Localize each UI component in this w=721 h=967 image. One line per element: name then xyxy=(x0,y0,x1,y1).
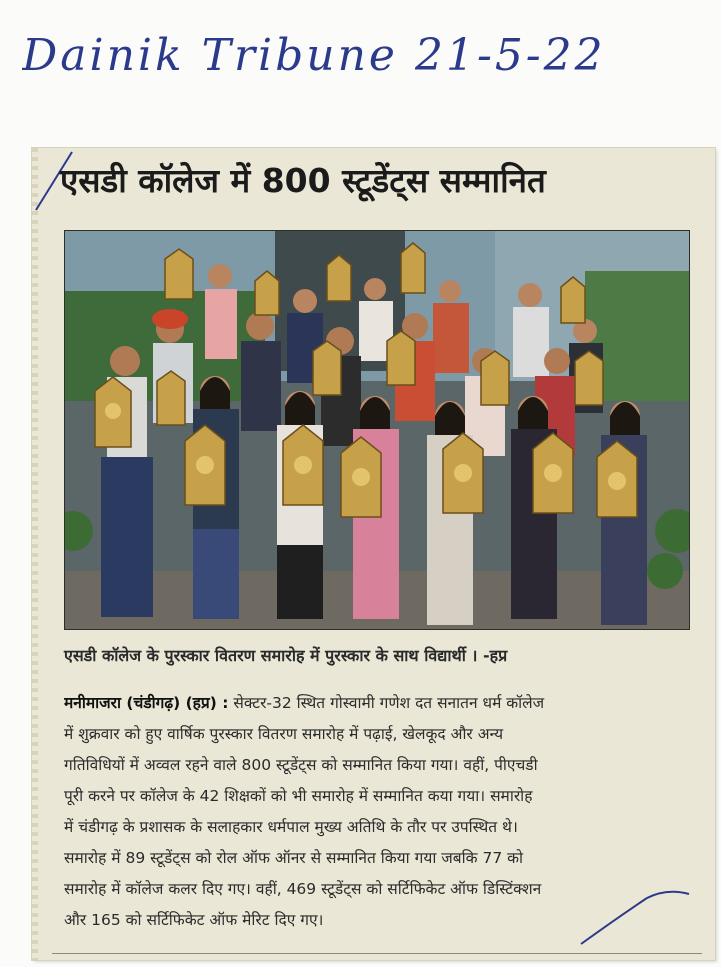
handwritten-note-text: Dainik Tribune 21-5-22 xyxy=(22,30,606,81)
photo-caption: एसडी कॉलेज के पुरस्कार वितरण समारोह में पुरस्कार के साथ विद्यार्थी । -हप्र xyxy=(64,646,508,665)
newspaper-clipping xyxy=(32,148,715,960)
article-line-1 xyxy=(64,688,690,719)
article-line-8: और 165 को सर्टिफिकेट ऑफ मेरिट दिए गए। xyxy=(64,911,324,929)
handwritten-source-note xyxy=(22,18,672,98)
group-photo-students-with-trophies-icon xyxy=(65,231,689,629)
article-line-3: गतिविधियों में अव्वल रहने वाले 800 स्टूडेंट्स को सम्मानित किया गया। वहीं, पीएचडी xyxy=(64,756,538,774)
article-headline: एसडी कॉलेज में 800 स्टूडेंट्स सम्मानित xyxy=(60,161,546,200)
article-line-5: में चंडीगढ़ के प्रशासक के सलाहकार धर्मपाल मुख्य अतिथि के तौर पर उपस्थित थे। xyxy=(64,818,518,836)
article-line-1-text: सेक्टर-32 स्थित गोस्वामी गणेश दत सनातन धर्म कॉलेज xyxy=(233,694,545,712)
pen-swoosh-icon xyxy=(577,888,697,948)
group-photo xyxy=(64,230,690,630)
article-line-6: समारोह में 89 स्टूडेंट्स को रोल ऑफ ऑनर से सम्मानित किया गया जबकि 77 को xyxy=(64,849,524,867)
article-line-2: में शुक्रवार को हुए वार्षिक पुरस्कार वितरण समारोह में पढ़ाई, खेलकूद और अन्य xyxy=(64,725,504,743)
bottom-rule xyxy=(52,953,702,954)
article-line-7: समारोह में कॉलेज कलर दिए गए। वहीं, 469 स्टूडेंट्स को सर्टिफिकेट ऑफ डिस्टिंक्शन xyxy=(64,880,542,898)
dateline: मनीमाजरा (चंडीगढ़) (हप्र) : xyxy=(64,694,229,712)
article-line-4: पूरी करने पर कॉलेज के 42 शिक्षकों को भी समारोह में सम्मानित कया गया। समारोह xyxy=(64,787,533,805)
torn-edge xyxy=(32,148,38,960)
